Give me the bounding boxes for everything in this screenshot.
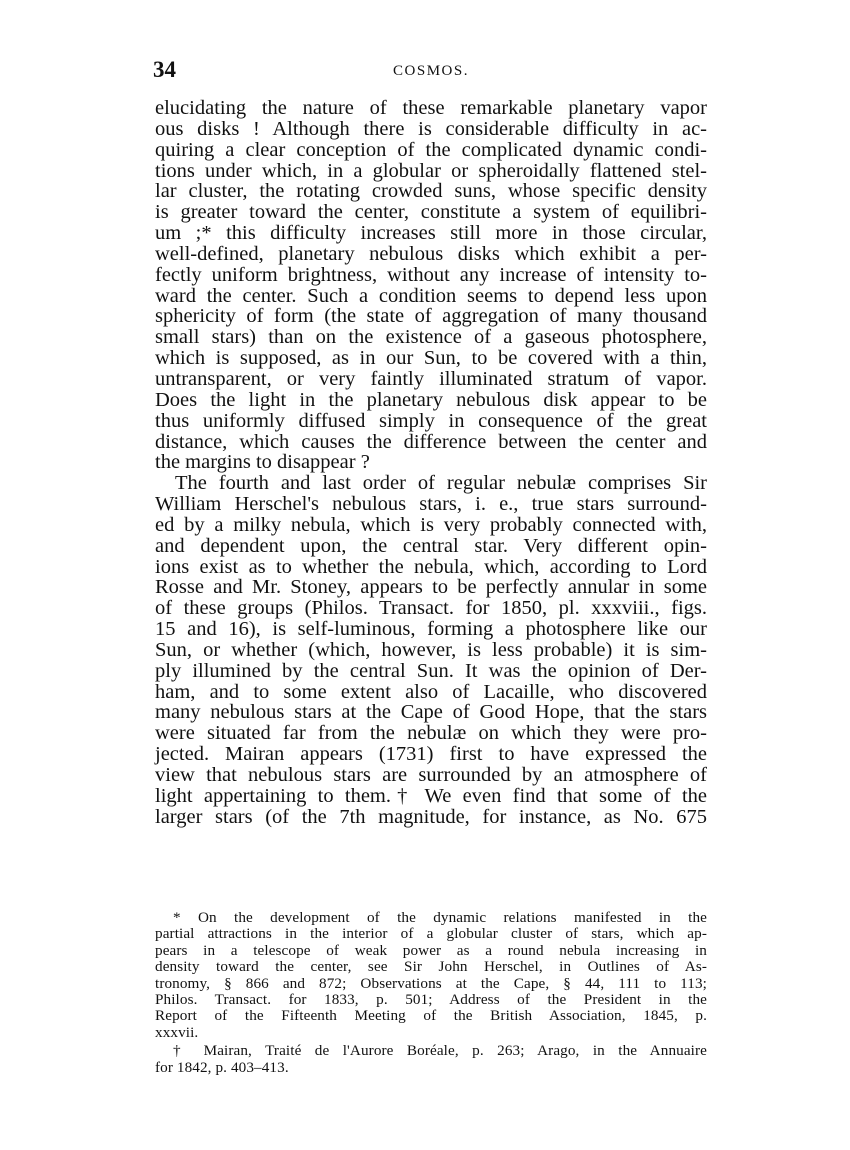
body-line: larger stars (of the 7th magnitude, for instance, as No. 675 — [155, 805, 707, 828]
footnote-line: pears in a telescope of weak power as a round nebula increasing in — [155, 941, 707, 959]
body-line: and dependent upon, the central star. Very different opin- — [155, 534, 707, 557]
body-line: Rosse and Mr. Stoney, appears to be perfectly annular in some — [155, 576, 707, 599]
footnote-line: xxxvii. — [155, 1023, 199, 1041]
body-line: jected. Mairan appears (1731) first to have expressed the — [155, 743, 707, 766]
body-line: ham, and to some extent also of Lacaille, who discovered — [155, 680, 707, 703]
body-line: 15 and 16), is self-luminous, forming a photosphere like our — [155, 618, 707, 641]
body-line: well-defined, planetary nebulous disks which exhibit a per- — [155, 242, 707, 265]
body-line: tions under which, in a globular or spheroidally flattened stel- — [155, 159, 707, 182]
body-line: small stars) than on the existence of a gaseous photosphere, — [155, 326, 707, 349]
body-line: many nebulous stars at the Cape of Good Hope, that the stars — [155, 701, 707, 724]
footnote-line: Philos. Transact. for 1833, p. 501; Address of the President in the — [155, 990, 707, 1008]
body-line: fectly uniform brightness, without any increase of intensity to- — [155, 263, 707, 286]
body-line: were situated far from the nebulæ on which they were pro- — [155, 722, 707, 745]
paragraph-start-line: The fourth and last order of regular nebulæ comprises Sir — [175, 472, 707, 495]
footnote-line: † Mairan, Traité de l'Aurore Boréale, p. 263; Arago, in the Annuaire — [173, 1042, 707, 1060]
body-line: elucidating the nature of these remarkable planetary vapor — [155, 97, 707, 119]
body-line: of these groups (Philos. Transact. for 1850, pl. xxxviii., figs. — [155, 597, 707, 620]
body-line: sphericity of form (the state of aggregation of many thousand — [155, 305, 707, 328]
body-line: lar cluster, the rotating crowded suns, whose specific density — [155, 180, 707, 203]
body-line: distance, which causes the difference between the center and — [155, 430, 707, 453]
footnote-line: * On the development of the dynamic relations manifested in the — [173, 909, 707, 926]
footnote-line: for 1842, p. 403–413. — [155, 1058, 289, 1076]
body-line: ply illumined by the central Sun. It was the opinion of Der- — [155, 659, 707, 682]
footnotes — [155, 910, 707, 1076]
body-line: ions exist as to whether the nebula, which, according to Lord — [155, 555, 707, 578]
body-line: ward the center. Such a condition seems to depend less upon — [155, 284, 707, 307]
footnote-line: density toward the center, see Sir John Herschel, in Outlines of As- — [155, 958, 707, 976]
body-text — [155, 98, 707, 828]
body-line: um ;* this difficulty increases still more in those circular, — [155, 222, 707, 245]
body-line: quiring a clear conception of the complicated dynamic condi- — [155, 138, 707, 161]
body-line: view that nebulous stars are surrounded by an atmosphere of — [155, 764, 707, 786]
body-line: untransparent, or very faintly illuminated stratum of vapor. — [155, 367, 707, 390]
body-line: which is supposed, as in our Sun, to be covered with a thin, — [155, 347, 707, 370]
page-number: 34 — [153, 57, 176, 82]
body-line: William Herschel's nebulous stars, i. e., true stars surround- — [155, 493, 707, 516]
footnote-line: partial attractions in the interior of a globular cluster of stars, which ap- — [155, 925, 707, 943]
body-line: is greater toward the center, constitute a system of equilibri- — [155, 201, 707, 224]
footnote-line: tronomy, § 866 and 872; Observations at the Cape, § 44, 111 to 113; — [155, 974, 707, 992]
running-head-title: COSMOS. — [393, 63, 469, 79]
footnote-line: Report of the Fifteenth Meeting of the British Association, 1845, p. — [155, 1007, 707, 1025]
body-line: ous disks ! Although there is considerable difficulty in ac- — [155, 117, 707, 140]
body-line: Does the light in the planetary nebulous disk appear to be — [155, 388, 707, 411]
body-line: light appertaining to them.† We even find that some of the — [155, 784, 707, 807]
body-line: thus uniformly diffused simply in consequence of the great — [155, 409, 707, 432]
body-line: the margins to disappear ? — [155, 451, 370, 474]
body-line: ed by a milky nebula, which is very probably connected with, — [155, 513, 707, 536]
body-line: Sun, or whether (which, however, is less probable) it is sim- — [155, 638, 707, 661]
